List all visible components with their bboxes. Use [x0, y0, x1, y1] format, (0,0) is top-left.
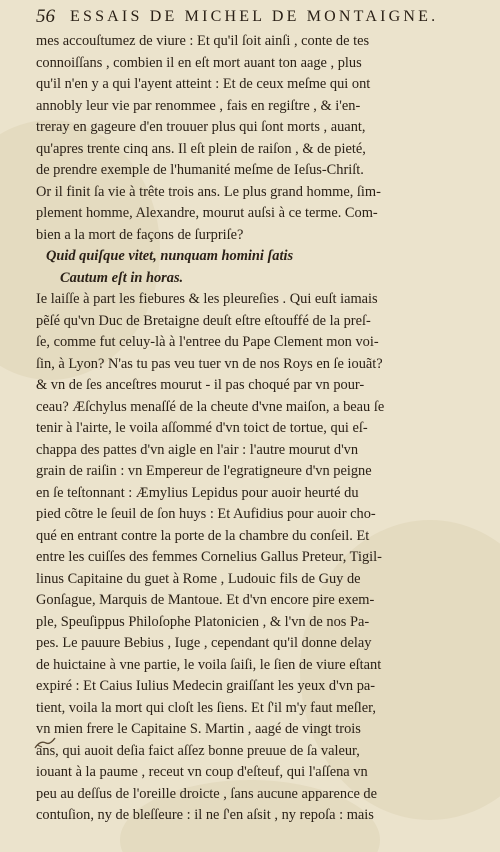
text-line: de huictaine à vne partie, le voila ſaiſi, le ſien de viure eſtant: [36, 656, 382, 673]
text-line: Or il finit ſa vie à trête trois ans. Le plus grand homme, ſim-: [36, 183, 381, 200]
text-line: qué en entrant contre la porte de la chambre du conſeil. Et: [36, 527, 370, 544]
text-line: pẽſé qu'vn Duc de Bretaigne deuſt eſtre eſtouffé de la preſ-: [36, 312, 371, 329]
text-line: entre les cuiſſes des femmes Cornelius Gallus Preteur, Tigil-: [36, 549, 382, 565]
text-line: qu'il n'en y a qui l'ayent atteint : Et de ceux meſme qui ont: [36, 76, 371, 92]
text-line: pes. Le pauure Bebius , Iuge , cependant qu'il donne delay: [36, 635, 372, 651]
text-line: iouant à la paume , receut vn coup d'eſteuf, qui l'aſſena vn: [36, 764, 368, 780]
text-line: contuſion, ny de bleſſeure : il ne ſ'en aſsit , ny repoſa : mais: [36, 807, 374, 823]
text-line: tient, voila la mort qui cloſt les ſiens. Et ſ'il m'y faut meſler,: [36, 699, 376, 716]
text-line: peu au deſſus de l'oreille droicte , ſans aucune apparence de: [36, 785, 378, 802]
text-line: ple, Speuſippus Philoſophe Platonicien , & l'vn de nos Pa-: [36, 613, 370, 630]
text-line: Cautum eſt in horas.: [60, 269, 184, 286]
text-line: ſin, à Lyon? N'as tu pas veu tuer vn de nos Roys en ſe iouãt?: [36, 355, 383, 372]
text-line: connoiſſans , combien il en eſt mort auant ton aage , plus: [36, 54, 362, 71]
essay-body: [36, 31, 472, 827]
page-header: [36, 6, 476, 30]
text-line: bien a la mort de façons de ſurpriſe?: [36, 226, 244, 243]
text-line: ans, qui auoit deſia faict aſſez bonne preuue de ſa valeur,: [36, 742, 360, 759]
text-line: treray en gageure d'en trouuer plus qui ſont morts , auant,: [36, 119, 366, 135]
text-line: plement homme, Alexandre, mourut auſsi à ce terme. Com-: [36, 205, 378, 221]
text-line: grain de raiſin : vn Empereur de l'egratigneure d'vn peigne: [36, 463, 372, 479]
text-line: & vn de ſes anceſtres mourut - il pas choqué par vn pour-: [36, 377, 365, 393]
page-number: 56: [36, 6, 55, 27]
text-line: Quid quiſque vitet, nunquam homini ſatis: [46, 248, 294, 264]
text-line: de prendre exemple de l'humanité meſme de Ieſus-Chriſt.: [36, 162, 364, 178]
text-line: tenir à l'airte, le voila aſſommé d'vn toict de tortue, qui eſ-: [36, 420, 368, 436]
text-line: mes accouſtumez de viure : Et qu'il ſoit ainſi , conte de tes: [36, 33, 370, 49]
text-line: linus Capitaine du guet à Rome , Ludouic fils de Guy de: [36, 570, 361, 587]
text-line: Ie laiſſe à part les fiebures & les pleureſies . Qui euſt iamais: [36, 291, 378, 307]
text-line: qu'apres trente cinq ans. Il eſt plein de raiſon , & de pieté,: [36, 140, 366, 157]
running-head: ESSAIS DE MICHEL DE MONTAIGNE.: [70, 8, 439, 25]
text-line: Gonſague, Marquis de Mantoue. Et d'vn encore pire exem-: [36, 592, 375, 608]
text-line: pied cõtre le ſeuil de ſon huys : Et Aufidius pour auoir cho-: [36, 506, 376, 522]
hand-mark-icon: [34, 736, 56, 750]
text-line: expiré : Et Caius Iulius Medecin graiſſant les yeux d'vn pa-: [36, 678, 376, 694]
text-line: chappa des pattes d'vn aigle en l'air : l'autre mourut d'vn: [36, 441, 359, 458]
text-line: ceau? Æſchylus menaſſé de la cheute d'vne maiſon, a beau ſe: [36, 398, 385, 415]
text-line: en ſe teſtonnant : Æmylius Lepidus pour auoir heurté du: [36, 484, 359, 501]
text-line: ſe, comme fut celuy-là à l'entree du Pape Clement mon voi-: [36, 334, 379, 350]
text-line: annobly leur vie par renommee , fais en regiſtre , & i'en-: [36, 97, 361, 114]
text-line: vn mien frere le Capitaine S. Martin , aagé de vingt trois: [36, 721, 361, 737]
